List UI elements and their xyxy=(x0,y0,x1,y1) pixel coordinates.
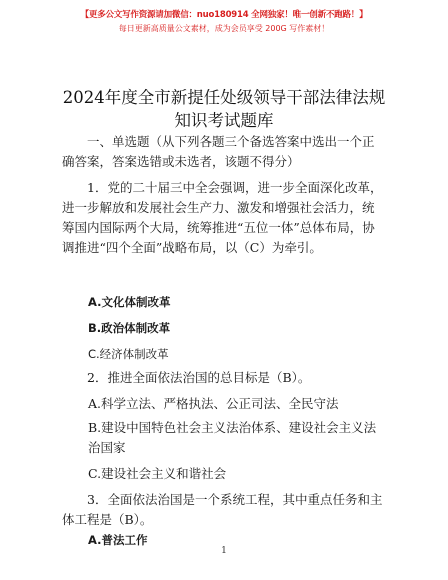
question-3-stem: 3．全面依法治国是一个系统工程，其中重点任务和主体工程是（B）。 xyxy=(62,492,383,527)
question-3-option-a: A.普法工作 xyxy=(88,533,148,547)
question-1-option-b: B.政治体制改革 xyxy=(88,321,171,335)
question-1-option-a: A.文化体制改革 xyxy=(88,295,171,309)
question-1-stem: 1．党的二十届三中全会强调，进一步全面深化改革，进一步解放和发展社会生产力、激发和增强社会活力，统筹国内国际两个大局，统筹推进“五位一体”总体布局，协调推进“四个全面”战略布局，以（C）为牵引。 xyxy=(62,180,383,255)
page-number: 1 xyxy=(221,546,227,556)
question-1-option-c: C.经济体制改革 xyxy=(88,347,169,361)
header-banner xyxy=(0,8,448,34)
question-2-option-b: B.建设中国特色社会主义法治体系、建设社会主义法治国家 xyxy=(88,420,377,455)
question-2-stem: 2．推进全面依法治国的总目标是（B）。 xyxy=(87,370,311,385)
document-title: 2024年度全市新提任处级领导干部法律法规知识考试题库 xyxy=(62,88,386,130)
banner-promo-line: 【更多公文写作资源请加微信：nuo180914 全网独家！唯一创新不跑路！】 xyxy=(80,10,368,20)
banner-member-line: 每日更新高质量公文素材，成为会员享受 200G 写作素材！ xyxy=(118,24,330,33)
question-2-option-c: C.建设社会主义和谐社会 xyxy=(88,466,227,481)
question-2-option-a: A.科学立法、严格执法、公正司法、全民守法 xyxy=(88,396,339,411)
section-intro: 一、单选题（从下列各题三个备选答案中选出一个正确答案，答案选错或未选者，该题不得分） xyxy=(62,134,375,169)
